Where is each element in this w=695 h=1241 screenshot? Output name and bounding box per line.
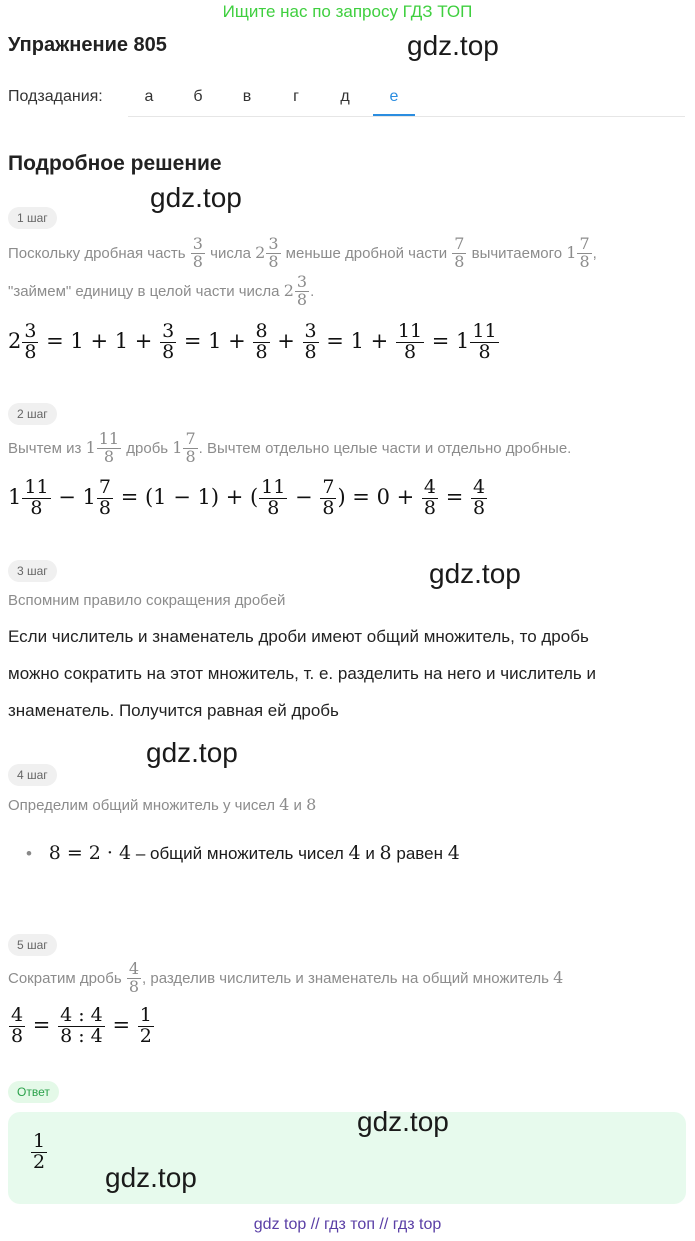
tab-v[interactable]: в bbox=[242, 88, 252, 105]
watermark: gdz.top bbox=[429, 558, 521, 589]
step-1-text-2: "займем" единицу в целой части числа 2 $\frac{3}{8}$ . bbox=[8, 272, 315, 309]
step-2-equation: 1 $\frac{11}{8}$ − 1 $\frac{7}{8}$ = (1 − 1) + ( $\frac{11}{8}$ − $\frac{7}{8}$ ) = 0 + $\frac{4}{8}$ = $\frac{4}{8}$ bbox=[8, 476, 486, 519]
step-badge: 4 шаг bbox=[8, 764, 57, 786]
watermark: gdz.top bbox=[146, 737, 238, 768]
step-5-text: Сократим дробь $\frac{4}{8}$ , разделив числитель и знаменатель на общий множитель 4 bbox=[8, 959, 564, 996]
watermark: gdz.top bbox=[407, 30, 499, 61]
step-badge: 1 шаг bbox=[8, 207, 57, 229]
step-5-equation: $\frac{4}{8}$ = $\frac{4 : 4}{8 : 4}$ = $\frac{1}{2}$ bbox=[11, 1004, 152, 1047]
answer-badge: Ответ bbox=[8, 1081, 59, 1103]
step-4-intro: Определим общий множитель у чисел 4 и 8 bbox=[8, 795, 317, 814]
footer-links[interactable]: gdz top // гдз топ // гдз top bbox=[253, 1216, 442, 1233]
page-title: Упражнение 805 bbox=[8, 34, 167, 56]
solution-heading: Подробное решение bbox=[8, 152, 222, 175]
subtasks-label: Подзадания: bbox=[8, 88, 103, 105]
step-badge: 3 шаг bbox=[8, 560, 57, 582]
tab-e[interactable]: е bbox=[373, 80, 415, 116]
watermark: gdz.top bbox=[357, 1106, 449, 1137]
step-3-intro: Вспомним правило сокращения дробей bbox=[8, 592, 286, 609]
step-badge: 2 шаг bbox=[8, 403, 57, 425]
answer-value: $\frac{1}{2}$ bbox=[33, 1130, 46, 1173]
watermark: gdz.top bbox=[150, 182, 242, 213]
step-4-bullet: • 8 = 2 · 4 – общий множитель чисел 4 и 8 равен 4 bbox=[26, 842, 460, 864]
step-badge: 5 шаг bbox=[8, 934, 57, 956]
tab-d[interactable]: д bbox=[340, 88, 350, 105]
watermark: gdz.top bbox=[105, 1162, 197, 1193]
step-1-equation: 2 $\frac{3}{8}$ = 1 + 1 + $\frac{3}{8}$ = 1 + $\frac{8}{8}$ + $\frac{3}{8}$ = 1 + $\frac{11}{8}$ = 1 $\frac{11}{8}$ bbox=[8, 320, 497, 363]
tab-g[interactable]: г bbox=[293, 88, 299, 105]
step-3-rule: Если числитель и знаменатель дроби имеют общий множитель, то дробь можно сократить на этот множитель, т. е. разделить на него и числитель и знаменатель. Получится равная ей дробь bbox=[8, 627, 596, 720]
tab-b[interactable]: б bbox=[193, 88, 203, 105]
step-1-text: Поскольку дробная часть $\frac{3}{8}$ числа 2 $\frac{3}{8}$ меньше дробной части $\frac{7}{8}$ вычитаемого 1 $\frac{7}{8}$ , bbox=[8, 234, 597, 271]
subtasks-tabs bbox=[128, 80, 685, 117]
tab-a[interactable]: а bbox=[144, 88, 154, 105]
search-banner[interactable]: Ищите нас по запросу ГДЗ ТОП bbox=[222, 2, 473, 21]
step-2-text: Вычтем из 1 $\frac{11}{8}$ дробь 1 $\frac{7}{8}$ . Вычтем отдельно целые части и отдельно дробные. bbox=[8, 429, 572, 466]
